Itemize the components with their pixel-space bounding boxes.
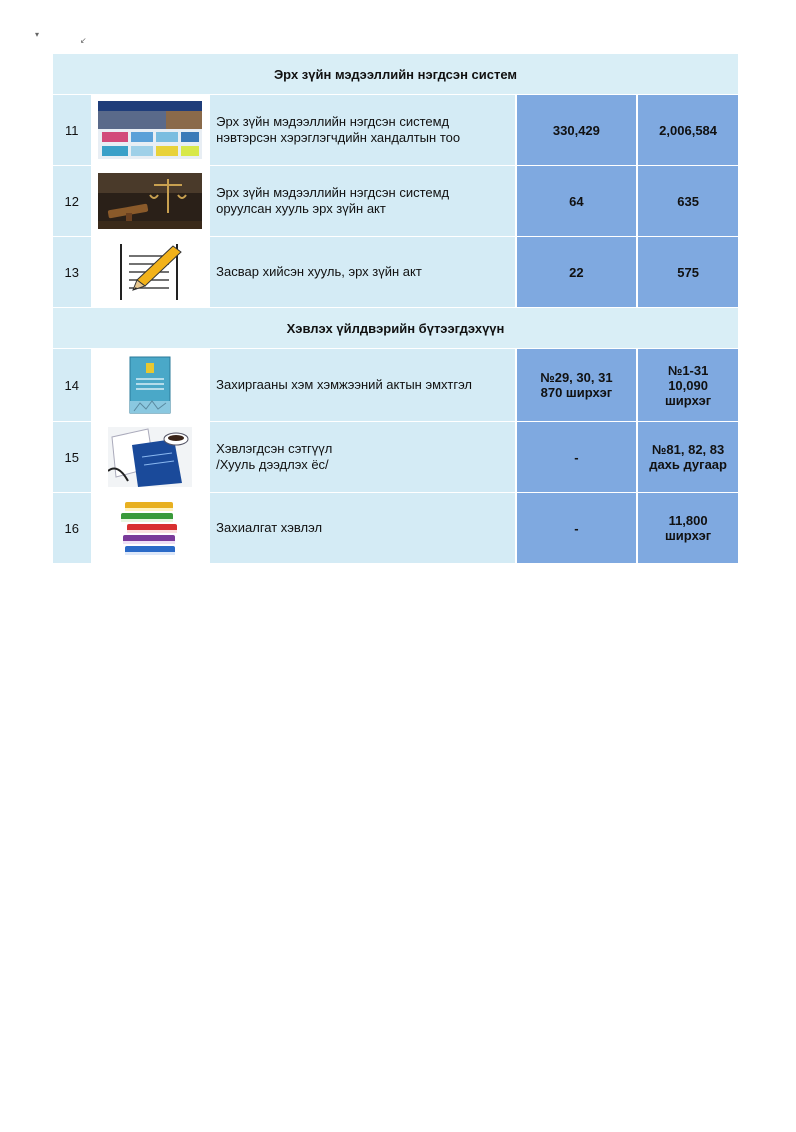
- value-line: №29, 30, 31: [540, 370, 613, 385]
- value-line: 11,800: [668, 513, 708, 528]
- value-cell: [638, 95, 738, 165]
- value-line: 64: [569, 193, 584, 209]
- section-header: [53, 54, 738, 94]
- value-line: 575: [677, 264, 699, 280]
- magazine-coffee-picture: [108, 427, 192, 487]
- row-number: 13: [53, 237, 91, 307]
- row-description: Хэвлэгдсэн сэтгүүл: [216, 441, 333, 456]
- row-number: 14: [53, 349, 91, 421]
- table-row: [53, 422, 738, 492]
- value-line: 870 ширхэг: [540, 385, 613, 400]
- value-cell: [517, 422, 637, 492]
- value-line: ширхэг: [664, 392, 712, 408]
- row-description: Засвар хийсэн хууль, эрх зүйн акт: [216, 264, 422, 279]
- value-cell: [517, 493, 637, 563]
- row-description: нэвтэрсэн хэрэглэгчдийн хандалтын тоо: [216, 130, 461, 145]
- row-number: 11: [53, 95, 91, 165]
- scan-mark: ↙: [80, 36, 87, 45]
- value-cell: [517, 166, 637, 236]
- value-cell: [638, 422, 738, 492]
- value-line: 635: [677, 193, 699, 209]
- table-row: [53, 493, 738, 563]
- table-row: [53, 237, 738, 307]
- value-cell: [517, 349, 637, 421]
- value-line: №81, 82, 83: [651, 442, 725, 457]
- table-row: [53, 166, 738, 236]
- value-cell: [517, 237, 637, 307]
- row-description: оруулсан хууль эрх зүйн акт: [216, 201, 386, 216]
- booklet-picture: [128, 355, 172, 415]
- value-cell: [638, 166, 738, 236]
- value-line: -: [574, 520, 579, 536]
- value-line: 2,006,584: [659, 122, 718, 138]
- section-header: [53, 308, 738, 348]
- value-line: 10,090: [668, 377, 708, 393]
- books-stack-picture: [119, 500, 181, 556]
- statistics-table: [53, 54, 738, 563]
- row-description: Захиргааны хэм хэмжээний актын эмхтгэл: [216, 377, 473, 392]
- row-description: Эрх зүйн мэдээллийн нэгдсэн системд: [216, 185, 450, 200]
- value-cell: [638, 237, 738, 307]
- row-number: 15: [53, 422, 91, 492]
- value-line: -: [574, 449, 579, 465]
- value-line: 330,429: [552, 122, 600, 138]
- value-line: №1-31: [667, 362, 709, 378]
- row-description: Захиалгат хэвлэл: [216, 520, 323, 535]
- value-cell: [517, 95, 637, 165]
- value-cell: [638, 493, 738, 563]
- row-number: 12: [53, 166, 91, 236]
- value-cell: [638, 349, 738, 421]
- value-line: дахь дугаар: [649, 457, 727, 472]
- row-number: 16: [53, 493, 91, 563]
- section-title: Эрх зүйн мэдээллийн нэгдсэн систем: [273, 66, 518, 82]
- website-screenshot-picture: [98, 101, 202, 159]
- table-row: [53, 349, 738, 421]
- value-line: ширхэг: [664, 528, 712, 543]
- gavel-scales-picture: [98, 173, 202, 229]
- document-pencil-picture: [115, 242, 185, 302]
- row-description: /Хууль дээдлэх ёс/: [216, 457, 329, 472]
- row-description: Эрх зүйн мэдээллийн нэгдсэн системд: [216, 114, 450, 129]
- value-line: 22: [569, 264, 584, 280]
- section-title: Хэвлэх үйлдвэрийн бүтээгдэхүүн: [286, 320, 505, 336]
- table-row: [53, 95, 738, 165]
- scan-mark: ▾: [35, 30, 40, 39]
